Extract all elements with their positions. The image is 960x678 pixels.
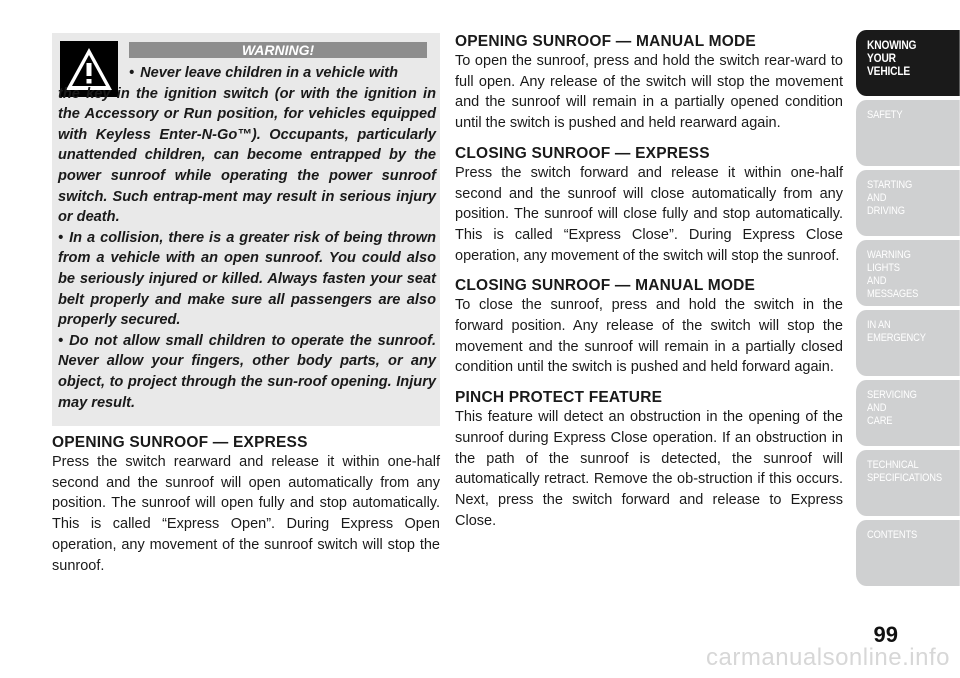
tab-starting-and-driving[interactable]: STARTING AND DRIVING bbox=[856, 170, 960, 236]
tab-warning-lights[interactable]: WARNING LIGHTS AND MESSAGES bbox=[856, 240, 960, 306]
left-column bbox=[52, 433, 440, 586]
tab-servicing-and-care[interactable]: SERVICING AND CARE bbox=[856, 380, 960, 446]
watermark: carmanualsonline.info bbox=[706, 644, 950, 671]
section-heading: CLOSING SUNROOF — EXPRESS bbox=[455, 144, 710, 162]
section-heading: CLOSING SUNROOF — MANUAL MODE bbox=[455, 277, 756, 295]
warning-bullet: • Never leave children in a vehicle with bbox=[129, 65, 399, 81]
tab-knowing-your-vehicle[interactable]: KNOWING YOUR VEHICLE bbox=[856, 30, 960, 96]
section-body: To close the sunroof, press and hold the switch in the forward position. Any release of the switch will stop the movement and the sunroof will remain in a partially closed condition until the switch is pushed and held forward again. bbox=[455, 297, 843, 376]
warning-bullet: • Do not allow small children to operate the sunroof. Never allow your fingers, other body parts, or any object, to project through the sun-roof opening. Injury may result. bbox=[58, 332, 436, 411]
tab-contents[interactable]: CONTENTS bbox=[856, 520, 960, 586]
section-heading: OPENING SUNROOF — MANUAL MODE bbox=[455, 33, 756, 50]
section-body: This feature will detect an obstruction in the opening of the sunroof during Express Close operation. If an obstruction in the path of the sunroof is detected, the sunroof will automatically retract. Remove the ob-struction if this occurs. Next, press the switch forward and release to Express Close. bbox=[455, 409, 843, 529]
section-heading: OPENING SUNROOF — EXPRESS bbox=[52, 434, 308, 451]
section-body: Press the switch rearward and release it within one-half second and the sunroof will open automatically from any position. The sunroof will open fully and stop automatically. This is called “Express Open”. During Express Open operation, any movement of the sunroof switch will stop the sunroof. bbox=[52, 454, 440, 574]
section-body: To open the sunroof, press and hold the switch rear-ward to full open. Any release of the switch will stop the movement and the sunroof will remain in a partially opened condition until the switch is pushed and held rearward again. bbox=[455, 53, 843, 132]
section-heading: PINCH PROTECT FEATURE bbox=[455, 389, 663, 407]
right-column bbox=[455, 32, 843, 541]
tab-technical-specifications[interactable]: TECHNICAL SPECIFICATIONS bbox=[856, 450, 960, 516]
warning-bullet-line1: Never leave children in a vehicle with bbox=[140, 65, 399, 81]
warning-bullet: • In a collision, there is a greater risk of being thrown from a vehicle with an open sunroof. You could also be seriously injured or killed. Always fasten your seat belt properly and make sure all passengers are also properly secured. bbox=[58, 229, 436, 329]
warning-title: WARNING! bbox=[129, 42, 427, 58]
tab-safety[interactable]: SAFETY bbox=[856, 100, 960, 166]
page-number: 99 bbox=[873, 622, 898, 647]
warning-bullet-cont: the key in the ignition switch (or with the ignition in the Accessory or Run position, for vehicles equipped with Keyless Enter-N-Go™). Occupants, particularly unattended children, can become entrapped by the power sunroof while operating the power sunroof switch. Such entrap-ment may result in serious injury or death. bbox=[58, 85, 436, 226]
chapter-tabs bbox=[856, 30, 960, 590]
tab-in-an-emergency[interactable]: IN AN EMERGENCY bbox=[856, 310, 960, 376]
warning-box bbox=[52, 33, 440, 426]
warning-text bbox=[58, 63, 436, 413]
section-body: Press the switch forward and release it within one-half second and the sunroof will close automatically from any position. The sunroof will close fully and stop automatically. This is called “Express Close”. During Express Close operation, any movement of the switch will stop the sunroof. bbox=[455, 164, 843, 264]
